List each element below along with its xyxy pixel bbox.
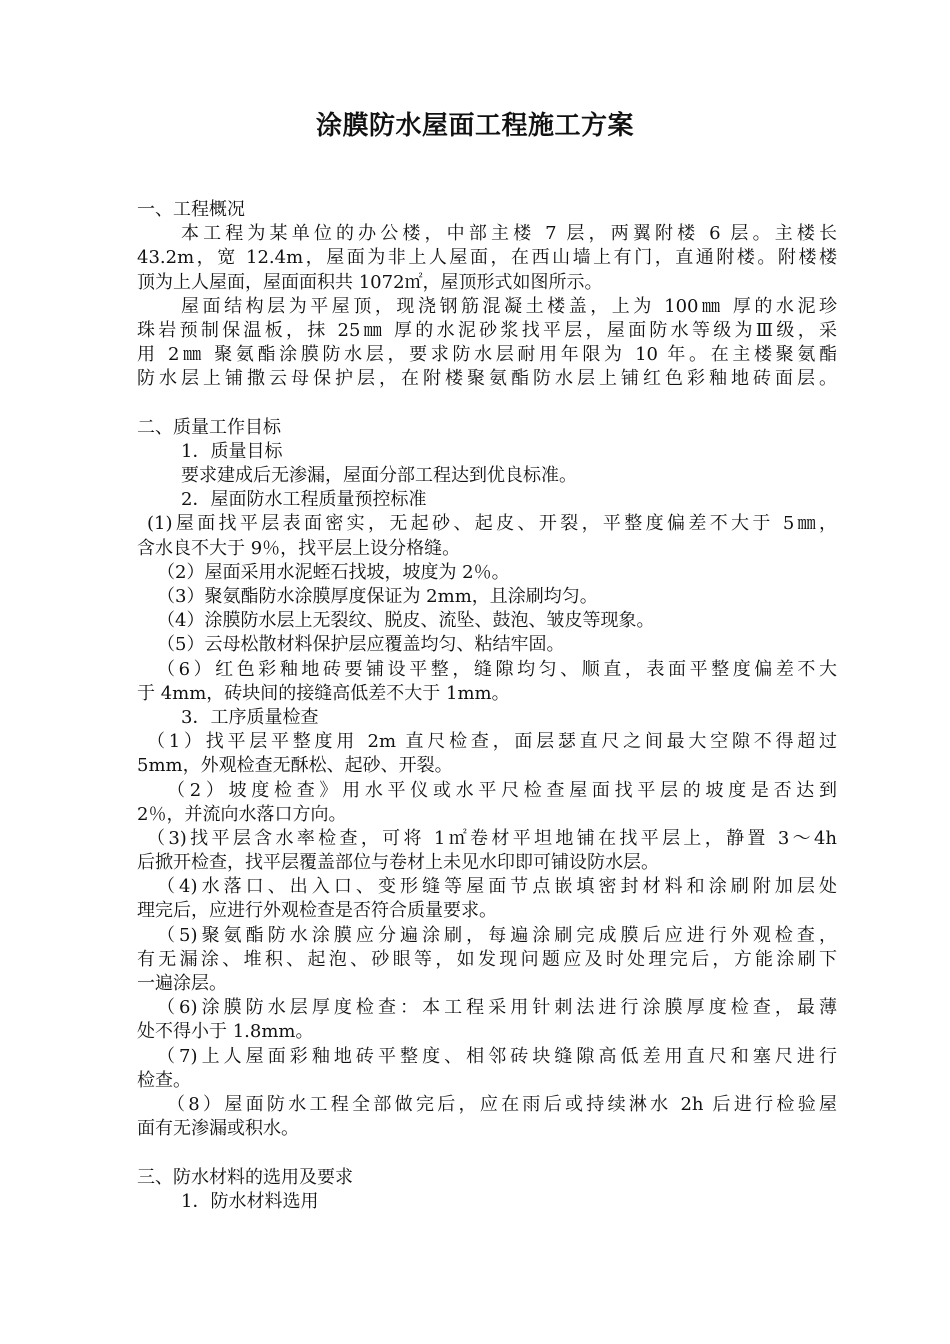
text-line: 顶为上人屋面，屋面面积共 1072㎡，屋顶形式如图所示。 (137, 271, 603, 293)
text-line: 屋面结构层为平屋顶，现浇钢筋混凝土楼盖，上为 100㎜ 厚的水泥珍 (181, 295, 837, 317)
text-line: （7)上人屋面彩釉地砖平整度、相邻砖块缝隙高低差用直尺和塞尺进行 (157, 1045, 837, 1067)
text-line: 处不得小于 1.8mm。 (137, 1021, 314, 1043)
text-line: （2）坡度检查》用水平仪或水平尺检查屋面找平层的坡度是否达到 (167, 779, 837, 801)
text-line: （6)涂膜防水层厚度检查：本工程采用针刺法进行涂膜厚度检查，最薄 (157, 997, 837, 1019)
text-line: （8）屋面防水工程全部做完后，应在雨后或持续淋水 2h 后进行检验屋 (167, 1093, 837, 1115)
text-line: 珠岩预制保温板，抹 25㎜ 厚的水泥砂浆找平层，屋面防水等级为Ⅲ级，采 (137, 319, 837, 341)
text-line: 1．质量目标 (181, 440, 283, 462)
text-line: 后掀开检查，找平层覆盖部位与卷材上未见水印即可铺设防水层。 (137, 852, 659, 874)
document-title: 涂膜防水屋面工程施工方案 (315, 111, 634, 141)
text-line: （4）涂膜防水层上无裂纹、脱皮、流坠、鼓泡、皱皮等现象。 (157, 610, 655, 632)
text-line: （5）云母松散材料保护层应覆盖均匀、粘结牢固。 (157, 634, 565, 656)
text-line: 含水良不大于 9％，找平层上设分格缝。 (137, 537, 461, 559)
text-line: 一遍涂层。 (137, 973, 227, 994)
text-line: 2％，并流向水落口方向。 (137, 803, 347, 825)
text-line: 一、工程概况 (137, 199, 245, 220)
text-line: 5mm，外观检查无酥松、起砂、开裂。 (137, 755, 453, 777)
text-line: 用 2㎜ 聚氨酯涂膜防水层，要求防水层耐用年限为 10 年。在主楼聚氨酯 (137, 344, 837, 366)
text-line: 本工程为某单位的办公楼，中部主楼 7 层，两翼附楼 6 层。主楼长 (181, 223, 837, 245)
text-line: 1．防水材料选用 (181, 1190, 319, 1212)
text-line: 有无漏涂、堆积、起泡、砂眼等，如发现问题应及时处理完后，方能涂刷下 (137, 948, 837, 970)
text-line: 2．屋面防水工程质量预控标准 (181, 489, 427, 511)
text-line: 理完后，应进行外观检查是否符合质量要求。 (137, 900, 497, 922)
text-line: （1）找平层平整度用 2m 直尺检查，面层瑟直尺之间最大空隙不得超过 (147, 731, 837, 753)
blank-line (137, 392, 837, 416)
text-line: (1)屋面找平层表面密实，无起砂、起皮、开裂，平整度偏差不大于 5㎜， (147, 513, 837, 535)
text-line: 43.2m，宽 12.4m，屋面为非上人屋面，在西山墙上有门，直通附楼。附楼楼 (137, 247, 837, 269)
text-line: 3．工序质量检查 (181, 706, 319, 728)
text-line: 三、防水材料的选用及要求 (137, 1166, 353, 1188)
text-line: （5)聚氨酯防水涂膜应分遍涂刷，每遍涂刷完成膜后应进行外观检查， (157, 924, 837, 946)
text-line: （3）聚氨酯防水涂膜厚度保证为 2mm，且涂刷均匀。 (157, 586, 598, 607)
text-line: 防水层上铺撒云母保护层，在附楼聚氨酯防水层上铺红色彩釉地砖面层。 (137, 368, 837, 390)
document-body (137, 198, 837, 1214)
text-line: 检查。 (137, 1069, 191, 1091)
text-line: （2）屋面采用水泥蛭石找坡，坡度为 2％。 (157, 561, 510, 583)
text-line: （6）红色彩釉地砖要铺设平整，缝隙均匀、顺直，表面平整度偏差不大 (157, 658, 837, 680)
text-line: 于 4mm，砖块间的接缝高低差不大于 1mm。 (137, 682, 510, 704)
text-line: 二、质量工作目标 (137, 416, 281, 438)
text-line: （4)水落口、出入口、变形缝等屋面节点嵌填密封材料和涂刷附加层处 (157, 876, 837, 898)
blank-line (137, 1141, 837, 1165)
text-line: 要求建成后无渗漏，屋面分部工程达到优良标准。 (181, 465, 577, 487)
text-line: 面有无渗漏或积水。 (137, 1118, 299, 1140)
text-line: （3)找平层含水率检查，可将 1㎡卷材平坦地铺在找平层上，静置 3～4h (147, 827, 837, 849)
